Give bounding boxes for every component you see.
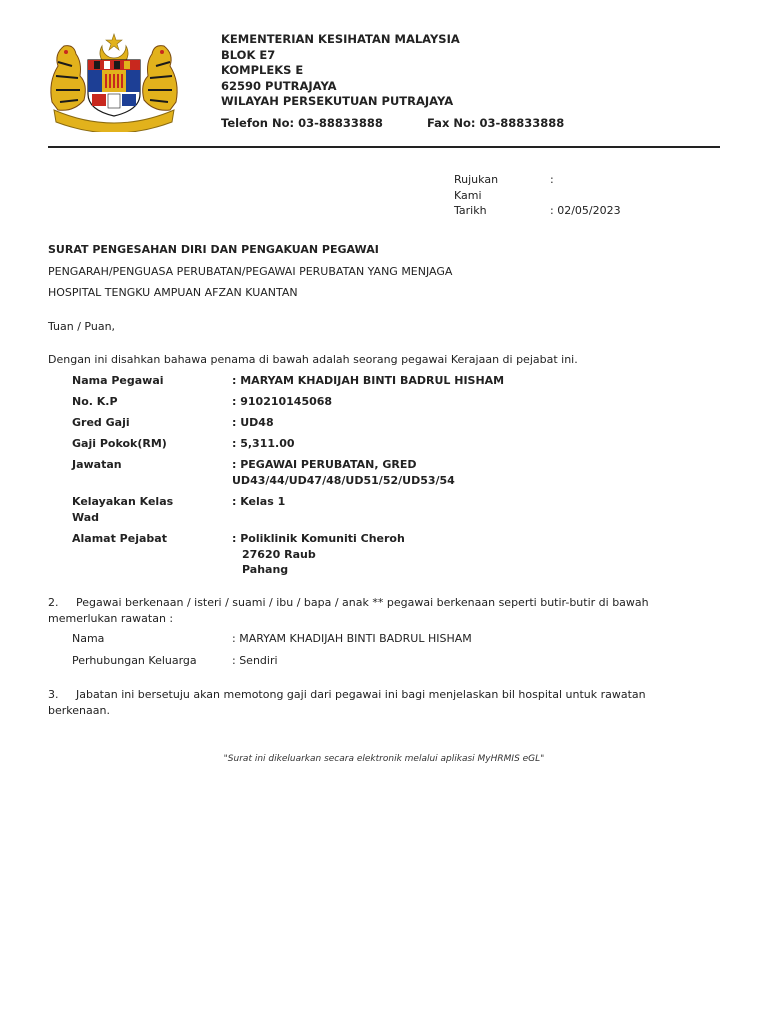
field-label: Perhubungan Keluarga xyxy=(72,654,197,667)
org-name: KEMENTERIAN KESIHATAN MALAYSIA xyxy=(221,32,460,46)
recipient-line: PENGARAH/PENGUASA PERUBATAN/PEGAWAI PERUBATAN YANG MENJAGA xyxy=(48,265,453,278)
letterhead xyxy=(221,32,565,131)
org-address-line: 62590 PUTRAJAYA xyxy=(221,78,337,93)
field-value: : 5,311.00 xyxy=(232,437,295,450)
address-line: 27620 Raub xyxy=(242,547,316,561)
fax-number: Fax No: 03-88833888 xyxy=(427,115,565,130)
tarikh-value: : 02/05/2023 xyxy=(550,204,621,217)
field-value: : Sendiri xyxy=(232,654,278,667)
paragraph-line: 2. Pegawai berkenaan / isteri / suami / ibu / bapa / anak ** pegawai berkenaan seperti butir-butir di bawah xyxy=(48,596,649,609)
rujukan-value: : xyxy=(550,173,554,186)
field-value: : MARYAM KHADIJAH BINTI BADRUL HISHAM xyxy=(232,632,472,645)
electronic-issue-note: "Surat ini dikeluarkan secara elektronik melalui aplikasi MyHRMIS eGL" xyxy=(223,754,545,764)
header-divider xyxy=(48,146,720,148)
org-address-line: WILAYAH PERSEKUTUAN PUTRAJAYA xyxy=(221,94,454,108)
paragraph-line: berkenaan. xyxy=(48,703,110,717)
field-label: Gaji Pokok(RM) xyxy=(72,437,167,450)
kelas-label-line: Kelayakan Kelas xyxy=(72,495,174,508)
intro-paragraph: Dengan ini disahkan bahawa penama di bawah adalah seorang pegawai Kerajaan di pejabat ini. xyxy=(48,353,578,366)
field-label: Nama Pegawai xyxy=(72,374,164,387)
field-value xyxy=(232,457,455,488)
field-label: No. K.P xyxy=(72,395,118,408)
field-label: Jawatan xyxy=(72,458,122,471)
tarikh-label: Tarikh xyxy=(454,204,487,217)
paragraph-2 xyxy=(48,595,649,626)
field-label: Gred Gaji xyxy=(72,416,130,429)
field-value: : UD48 xyxy=(232,416,274,429)
paragraph-line: 3. Jabatan ini bersetuju akan memotong gaji dari pegawai ini bagi menjelaskan bil hospital untuk rawatan xyxy=(48,688,646,701)
field-value xyxy=(232,531,405,578)
field-label xyxy=(72,494,222,525)
field-label: Nama xyxy=(72,632,105,645)
address-line: : Poliklinik Komuniti Cheroh xyxy=(232,532,405,545)
recipient-hospital: HOSPITAL TENGKU AMPUAN AFZAN KUANTAN xyxy=(48,286,298,299)
address-line: Pahang xyxy=(242,563,289,576)
org-address-line: KOMPLEKS E xyxy=(221,63,304,77)
letter-title: SURAT PENGESAHAN DIRI DAN PENGAKUAN PEGAWAI xyxy=(48,243,379,256)
field-value: : Kelas 1 xyxy=(232,495,286,508)
salutation: Tuan / Puan, xyxy=(48,320,116,333)
kelas-label-line: Wad xyxy=(72,510,100,524)
coat-of-arms-icon xyxy=(44,32,184,132)
phone-number: Telefon No: 03-88833888 xyxy=(221,115,383,130)
org-address-line: BLOK E7 xyxy=(221,47,276,62)
field-label: Alamat Pejabat xyxy=(72,532,167,545)
rujukan-label-kami: Kami xyxy=(454,188,482,202)
reference-block xyxy=(454,172,621,219)
field-value: : MARYAM KHADIJAH BINTI BADRUL HISHAM xyxy=(232,374,505,387)
jawatan-line: UD43/44/UD47/48/UD51/52/UD53/54 xyxy=(232,473,455,487)
field-value: : 910210145068 xyxy=(232,395,333,408)
rujukan-label: Rujukan xyxy=(454,173,499,186)
jawatan-line: : PEGAWAI PERUBATAN, GRED xyxy=(232,458,417,471)
paragraph-3 xyxy=(48,687,646,718)
paragraph-line: memerlukan rawatan : xyxy=(48,611,174,625)
